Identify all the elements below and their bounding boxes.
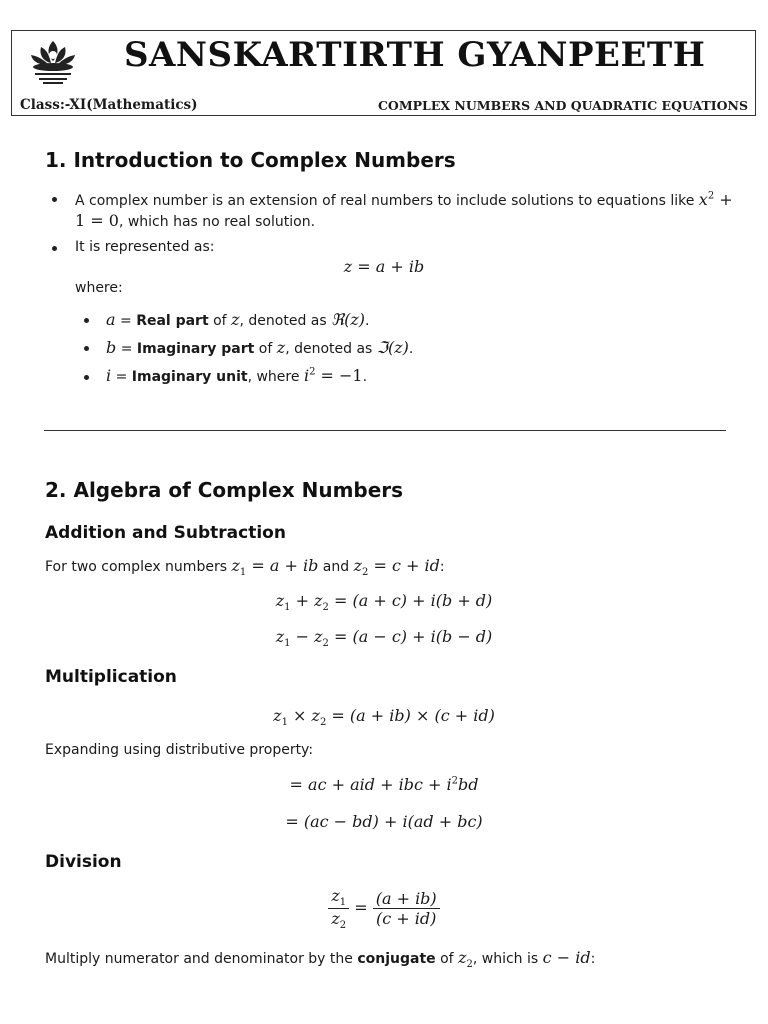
real-part-item: a = Real part of z, denoted as ℜ(z). bbox=[106, 310, 370, 329]
subtraction-equation: $z_1 - z_2 = (a - c) + i(b - d)$ bbox=[275, 627, 493, 650]
division-heading: Division bbox=[45, 852, 122, 872]
multiplication-heading: Multiplication bbox=[45, 667, 177, 687]
addition-intro: For two complex numbers $z_1 = a$ + ib and $z_2 = c$ + id: bbox=[45, 556, 445, 579]
bullet1-line2: 1 = 0, which has no real solution. bbox=[75, 211, 316, 230]
fraction-z1-z2: $\frac{z_1}{z_2}$ bbox=[328, 886, 349, 931]
conjugate-text: Multiply numerator and denominator by the conjugate of $z_2$, which is c − id: bbox=[45, 948, 596, 971]
addition-equation: $z_1 + z_2 = (a + c) + i(b + d)$ bbox=[275, 591, 493, 614]
expansion-equation-2: = (ac − bd) + i(ad + bc) bbox=[285, 812, 483, 831]
school-name: SANSKARTIRTH GYANPEETH bbox=[124, 35, 706, 75]
bullet-dot bbox=[52, 197, 57, 202]
addition-subtraction-heading: Addition and Subtraction bbox=[45, 523, 286, 543]
bullet1-line1: A complex number is an extension of real numbers to include solutions to equations like $x^2$ + bbox=[75, 190, 733, 209]
section-divider bbox=[44, 430, 726, 431]
fraction-rhs: $\frac{(a + ib)}{(c + id)}$ bbox=[373, 889, 440, 928]
imaginary-part-item: b = Imaginary part of z, denoted as ℑ(z). bbox=[106, 338, 414, 357]
multiplication-equation: $z_1 \times z_2 = (a + ib) \times (c + id)$ bbox=[273, 706, 495, 729]
bullet-dot bbox=[52, 246, 57, 251]
page-header bbox=[11, 30, 756, 116]
imaginary-unit-item: i = Imaginary unit, where $i^2 = -1$. bbox=[106, 366, 368, 385]
sub-bullet-dot bbox=[84, 375, 89, 380]
division-equation: $\frac{z_1}{z_2}$ = $\frac{(a + ib)}{(c + id)}$ bbox=[0, 886, 768, 931]
section1-title: 1. Introduction to Complex Numbers bbox=[45, 148, 456, 172]
sub-bullet-dot bbox=[84, 318, 89, 323]
chapter-label: COMPLEX NUMBERS AND QUADRATIC EQUATIONS bbox=[377, 98, 748, 113]
lotus-logo-icon bbox=[25, 37, 81, 85]
section2-title: 2. Algebra of Complex Numbers bbox=[45, 478, 404, 502]
sub-bullet-dot bbox=[84, 346, 89, 351]
class-label: Class:-XI(Mathematics) bbox=[20, 97, 198, 113]
equation-z-definition: z = a + ib bbox=[343, 257, 425, 276]
expanding-text: Expanding using distributive property: bbox=[45, 742, 314, 758]
expansion-equation-1: = ac + aid + ibc + $i^2bd$ bbox=[289, 775, 479, 794]
where-label: where: bbox=[75, 280, 123, 296]
bullet2-text: It is represented as: bbox=[75, 239, 215, 255]
